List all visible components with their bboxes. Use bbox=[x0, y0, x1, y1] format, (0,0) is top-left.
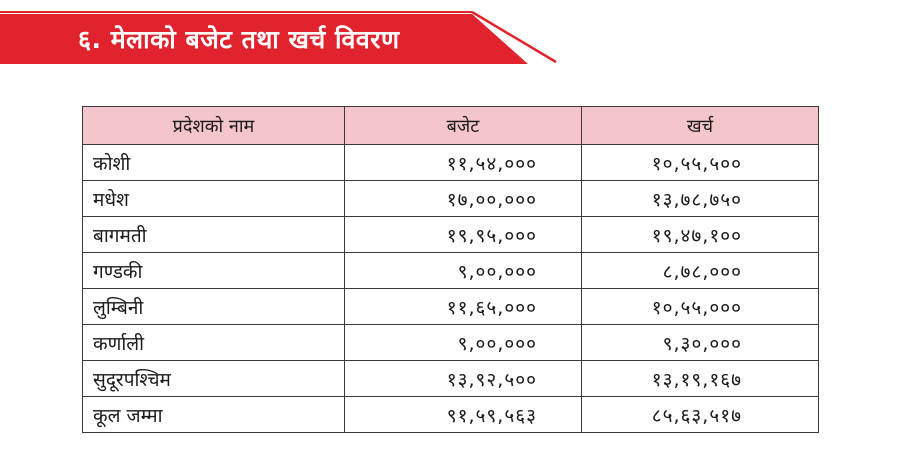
province-name: बागमती bbox=[83, 217, 345, 253]
table-total-row bbox=[83, 397, 819, 433]
budget-value: ९,००,००० bbox=[345, 253, 582, 289]
section-title: ६. मेलाको बजेट तथा खर्च विवरण bbox=[78, 25, 400, 54]
budget-value: १३,९२,५०० bbox=[345, 361, 582, 397]
expense-value: ८,७८,००० bbox=[582, 253, 819, 289]
budget-value: १७,००,००० bbox=[345, 181, 582, 217]
column-header-province: प्रदेशको नाम bbox=[83, 107, 345, 145]
column-header-budget: बजेट bbox=[345, 107, 582, 145]
expense-value: १९,४७,१०० bbox=[582, 217, 819, 253]
table-row bbox=[83, 145, 819, 181]
province-name: मधेश bbox=[83, 181, 345, 217]
province-name: सुदूरपश्चिम bbox=[83, 361, 345, 397]
section-banner bbox=[0, 0, 900, 80]
table-row bbox=[83, 325, 819, 361]
total-label: कूल जम्मा bbox=[83, 397, 345, 433]
table-row bbox=[83, 181, 819, 217]
table-row bbox=[83, 361, 819, 397]
expense-value: १३,७८,७५० bbox=[582, 181, 819, 217]
expense-value: १०,५५,००० bbox=[582, 289, 819, 325]
budget-value: ११,६५,००० bbox=[345, 289, 582, 325]
expense-value: १०,५५,५०० bbox=[582, 145, 819, 181]
budget-expense-table bbox=[82, 106, 819, 433]
table-row bbox=[83, 217, 819, 253]
budget-value: १९,९५,००० bbox=[345, 217, 582, 253]
expense-value: ९,३०,००० bbox=[582, 325, 819, 361]
table-row bbox=[83, 289, 819, 325]
province-name: कर्णाली bbox=[83, 325, 345, 361]
province-name: कोशी bbox=[83, 145, 345, 181]
total-budget-value: ९१,५९,५६३ bbox=[345, 397, 582, 433]
province-name: लुम्बिनी bbox=[83, 289, 345, 325]
province-name: गण्डकी bbox=[83, 253, 345, 289]
expense-value: १३,१९,१६७ bbox=[582, 361, 819, 397]
budget-value: ११,५४,००० bbox=[345, 145, 582, 181]
budget-value: ९,००,००० bbox=[345, 325, 582, 361]
total-expense-value: ८५,६३,५१७ bbox=[582, 397, 819, 433]
table-row bbox=[83, 253, 819, 289]
table-header-row bbox=[83, 107, 819, 145]
column-header-expense: खर्च bbox=[582, 107, 819, 145]
